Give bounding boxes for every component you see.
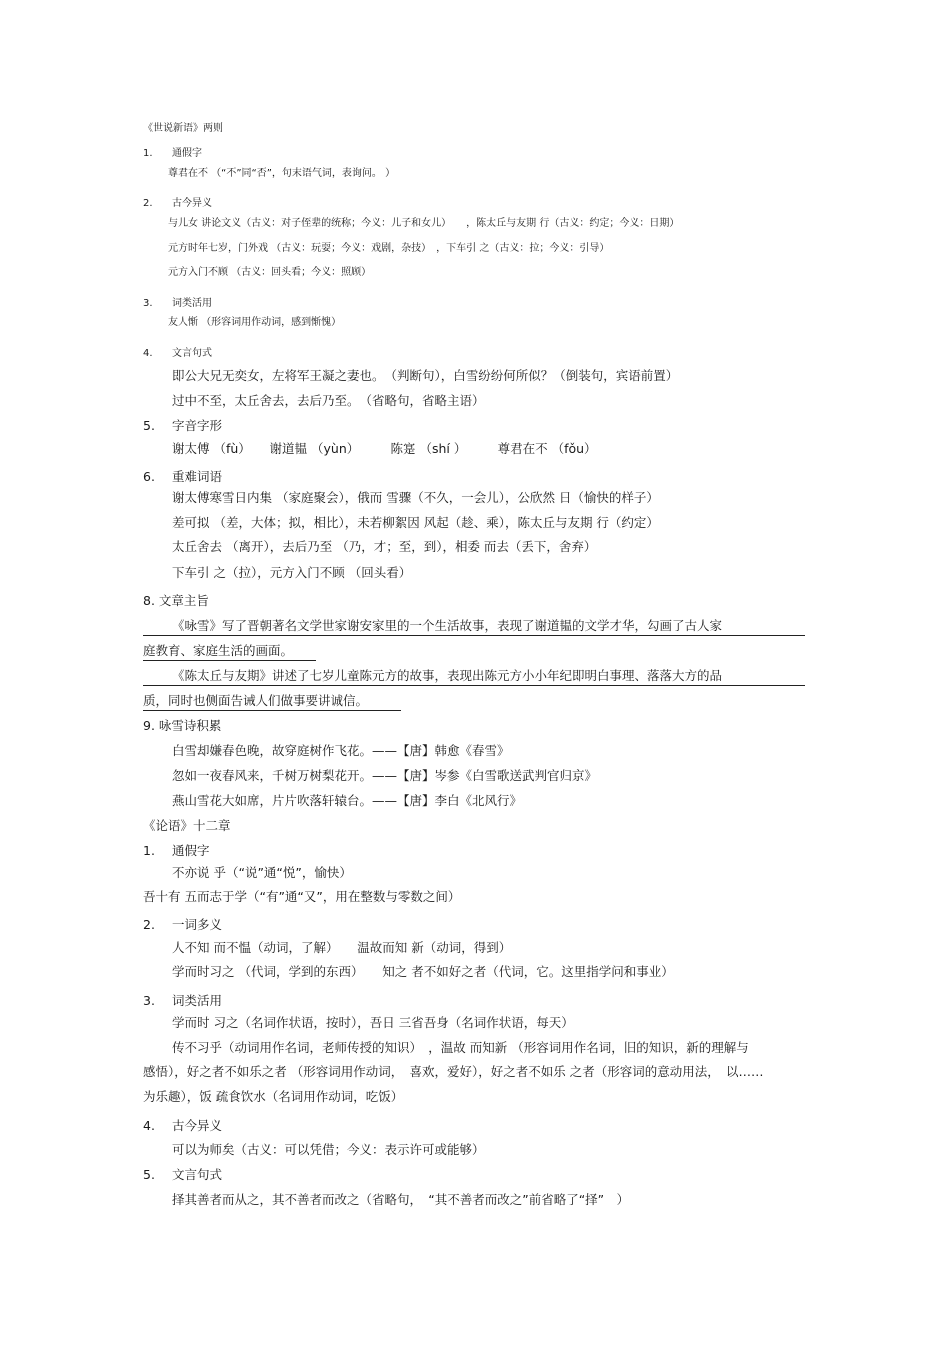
poem-line: 燕山雪花大如席，片片吹落轩辕台。——【唐】李白《北风行》	[172, 793, 523, 808]
item-number: 1.	[143, 148, 153, 159]
item-line: 可以为师矣（古义：可以凭借；今义：表示许可或能够）	[172, 1142, 485, 1157]
item-heading: 重难词语	[172, 469, 223, 484]
underline-rule	[143, 635, 805, 636]
item-line: 择其善者而从之，其不善者而改之（省略句， “其不善者而改之”前省略了“择” ）	[172, 1192, 630, 1207]
item-number: 6.	[143, 469, 155, 484]
item-line: 下车引 之（拉），元方入门不顾 （回头看）	[172, 565, 412, 580]
item-heading: 文言句式	[172, 348, 212, 359]
item-heading: 词类活用	[172, 993, 223, 1008]
item-number: 4.	[143, 1118, 155, 1133]
item-line: 太丘舍去 （离开），去后乃至 （乃，才；至，到），相委 而去（丢下，舍弃）	[172, 539, 597, 554]
item-heading: 古今异义	[172, 1118, 223, 1133]
item-heading: 文言句式	[172, 1167, 223, 1182]
item-heading: 词类活用	[172, 298, 212, 309]
item-line: 元方入门不顾 （古义：回头看；今义：照顾）	[168, 267, 372, 278]
underline-rule	[143, 685, 805, 686]
item-number: 2.	[143, 198, 153, 209]
item-number: 5.	[143, 418, 155, 433]
item-heading: 8. 文章主旨	[143, 593, 209, 608]
section-title-shishuo: 《世说新语》两则	[143, 123, 223, 134]
item-heading: 通假字	[172, 843, 210, 858]
poem-line: 忽如一夜春风来，千树万树梨花开。——【唐】岑参《白雪歌送武判官归京》	[172, 768, 598, 783]
item-line: 人不知 而不愠（动词，了解） 温故而知 新（动词，得到）	[172, 940, 512, 955]
theme-paragraph-line: 质，同时也侧面告诫人们做事要讲诚信。	[143, 693, 369, 708]
item-heading: 通假字	[172, 148, 202, 159]
poem-line: 白雪却嫌春色晚，故穿庭树作飞花。——【唐】韩愈《春雪》	[172, 743, 510, 758]
item-heading: 古今异义	[172, 198, 212, 209]
item-heading: 9. 咏雪诗积累	[143, 718, 222, 733]
item-line: 学而时 习之（名词作状语，按时），吾日 三省吾身（名词作状语，每天）	[172, 1015, 574, 1030]
item-number: 4.	[143, 348, 153, 359]
theme-paragraph-line: 庭教育、家庭生活的画面。	[143, 643, 294, 658]
item-line: 元方时年七岁，门外戏 （古义：玩耍；今义：戏剧，杂技） ，下车引 之（古义：拉；今义：引导）	[168, 243, 610, 254]
item-line: 即公大兄无奕女，左将军王凝之妻也。 （判断句），白雪纷纷何所似？（倒装句，宾语前置）	[172, 368, 679, 383]
item-line: 过中不至，太丘舍去，去后乃至。 （省略句，省略主语）	[172, 393, 485, 408]
item-line: 尊君在不 （“不”同“否”，句末语气词，表询问。 ）	[168, 168, 396, 179]
item-line: 感悟），好之者不如乐之者 （形容词用作动词， 喜欢，爱好），好之者不如乐 之者（形容词的意动用法， 以……	[143, 1064, 764, 1079]
item-line: 不亦说 乎（“说”通“悦”，愉快）	[172, 865, 352, 880]
item-line: 谢太傅 （fù） 谢道韫 （yùn） 陈寔 （shí ） 尊君在不 （fǒu）	[172, 441, 597, 456]
item-line: 友人惭 （形容词用作动词，感到惭愧）	[168, 317, 342, 328]
item-line: 传不习乎（动词用作名词，老师传授的知识） ，温故 而知新 （形容词用作名词，旧的知识，新的理解与	[172, 1040, 749, 1055]
item-number: 2.	[143, 917, 155, 932]
item-number: 1.	[143, 843, 155, 858]
item-line: 差可拟 （差，大体；拟，相比），未若柳絮因 风起（趁、乘），陈太丘与友期 行（约定）	[172, 515, 659, 530]
item-line: 吾十有 五而志于学（“有”通“又”，用在整数与零数之间）	[143, 889, 461, 904]
underline-rule	[143, 660, 316, 661]
item-heading: 字音字形	[172, 418, 223, 433]
theme-paragraph-line: 《陈太丘与友期》讲述了七岁儿童陈元方的故事，表现出陈元方小小年纪即明白事理、落落大方的品	[172, 668, 723, 683]
item-number: 3.	[143, 993, 155, 1008]
item-line: 与儿女 讲论文义（古义：对子侄辈的统称；今义：儿子和女儿） ，陈太丘与友期 行（古义：约定；今义：日期）	[168, 218, 680, 229]
item-number: 3.	[143, 298, 153, 309]
item-heading: 一词多义	[172, 917, 223, 932]
section-title-lunyu: 《论语》十二章	[143, 818, 231, 833]
theme-paragraph-line: 《咏雪》写了晋朝著名文学世家谢安家里的一个生活故事，表现了谢道韫的文学才华，勾画了古人家	[172, 618, 723, 633]
item-line: 学而时习之 （代词，学到的东西） 知之 者不如好之者（代词，它。这里指学问和事业）	[172, 964, 674, 979]
item-line: 为乐趣），饭 疏食饮水（名词用作动词，吃饭）	[143, 1089, 404, 1104]
item-number: 5.	[143, 1167, 155, 1182]
item-line: 谢太傅寒雪日内集 （家庭聚会），俄而 雪骤（不久，一会儿），公欣然 日（愉快的样子）	[172, 490, 659, 505]
underline-rule	[143, 710, 401, 711]
